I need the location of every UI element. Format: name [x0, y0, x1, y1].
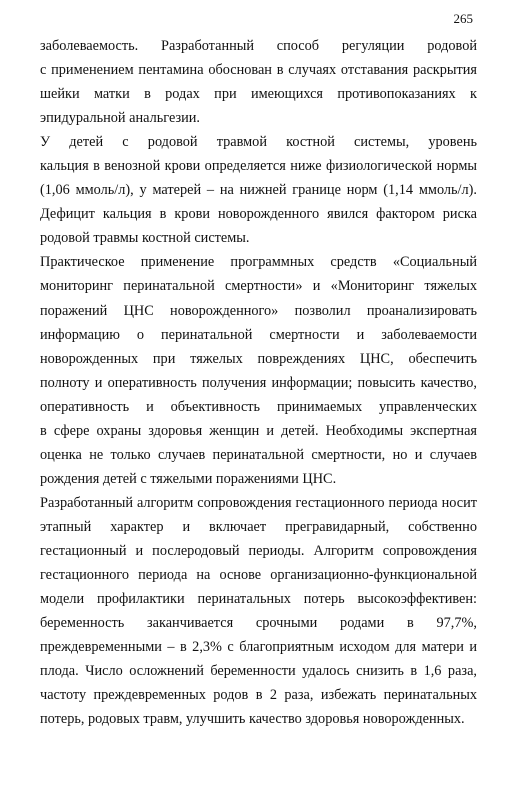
text-line: преждевременными – в 2,3% с благоприятным исходом для матери и [40, 639, 477, 656]
text-line: новорожденных при тяжелых повреждениях ЦНС, обеспечить [40, 350, 477, 367]
text-line: шейки матки в родах при имеющихся противопоказаниях к [40, 86, 477, 103]
text-line: мониторинг перинатальной смертности» и «Мониторинг тяжелых [40, 278, 477, 295]
text-line: Практическое применение программных средств «Социальный [40, 254, 477, 271]
text-line: оперативность и объективность принимаемых управленческих [40, 398, 477, 415]
text-line: гестационного периода на основе организационно-функциональной [40, 567, 477, 584]
body-text [40, 34, 477, 731]
text-line: беременность заканчивается срочными родами в 97,7%, [40, 615, 477, 632]
text-line: плода. Число осложнений беременности удалось снизить в 1,6 раза, [40, 663, 477, 680]
text-line: модели профилактики перинатальных потерь высокоэффективен: [40, 591, 477, 608]
text-line: полноту и оперативность получения информации; повысить качество, [40, 374, 477, 391]
text-line: информацию о перинатальной смертности и заболеваемости [40, 326, 477, 343]
text-line: Дефицит кальция в крови новорожденного явился фактором риска [40, 206, 477, 223]
text-line: поражений ЦНС новорожденного» позволил проанализировать [40, 302, 477, 319]
text-line: кальция в венозной крови определяется ниже физиологической нормы [40, 158, 477, 175]
text-line: (1,06 ммоль/л), у матерей – на нижней границе норм (1,14 ммоль/л). [40, 182, 477, 199]
text-line: потерь, родовых травм, улучшить качество здоровья новорожденных. [40, 711, 465, 728]
text-line: этапный характер и включает прегравидарный, собственно [40, 518, 477, 535]
text-line: с применением пентамина обоснован в случаях отставания раскрытия [40, 62, 477, 79]
text-line: в сфере охраны здоровья женщин и детей. Необходимы экспертная [40, 422, 477, 439]
page-number: 265 [453, 11, 473, 26]
text-line: заболеваемость. Разработанный способ регуляции родовой [40, 38, 477, 54]
text-line: У детей с родовой травмой костной системы, уровень [40, 134, 477, 151]
text-line: оценка не только случаев перинатальной смертности, но и случаев [40, 446, 477, 463]
text-line: рождения детей с тяжелыми поражениями ЦНС. [40, 470, 337, 487]
text-line: гестационный и послеродовый периоды. Алгоритм сопровождения [40, 542, 477, 559]
text-line: частоту преждевременных родов в 2 раза, избежать перинатальных [40, 687, 477, 704]
text-line: Разработанный алгоритм сопровождения гестационного периода носит [40, 494, 477, 511]
text-line: эпидуральной анальгезии. [40, 110, 201, 127]
text-line: родовой травмы костной системы. [40, 230, 250, 247]
